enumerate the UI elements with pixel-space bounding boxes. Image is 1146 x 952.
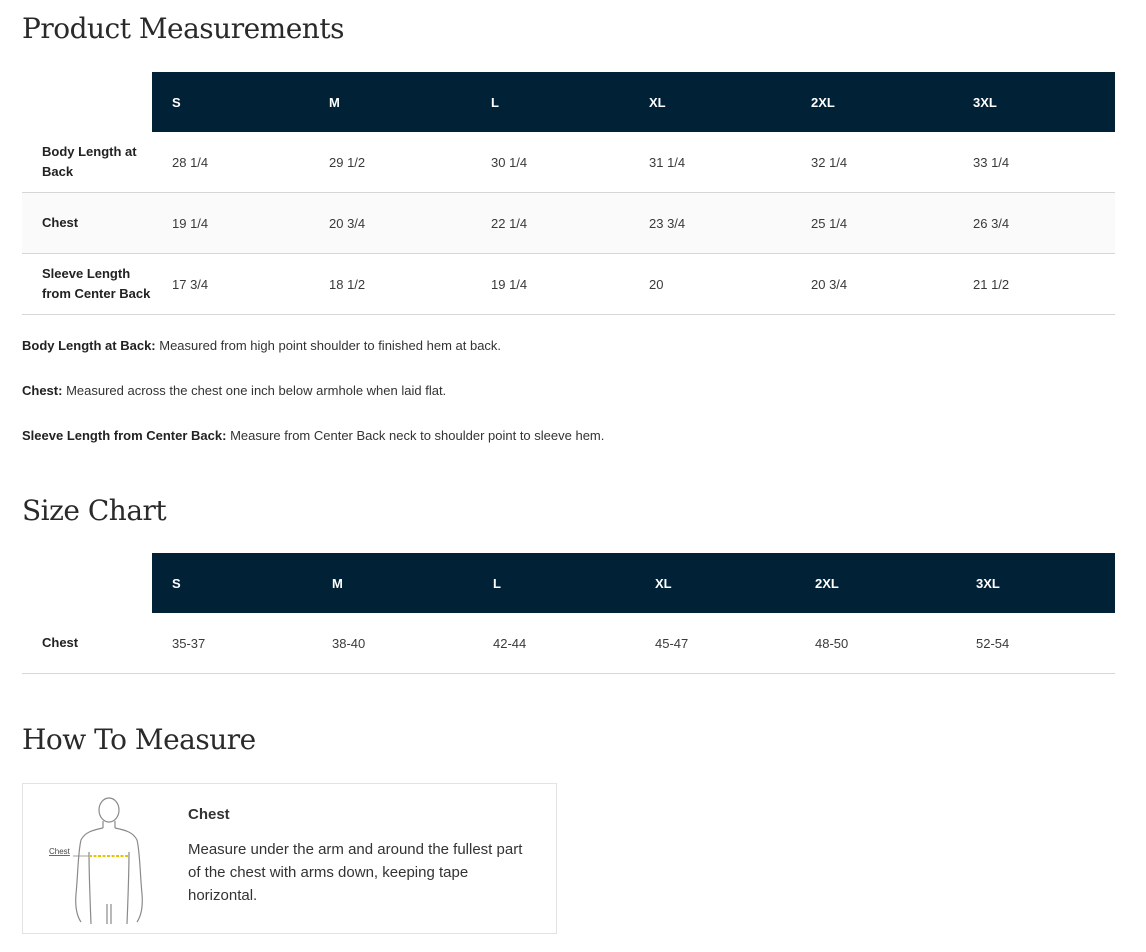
note-term: Chest:	[22, 383, 63, 398]
table-cell: 23 3/4	[629, 193, 791, 254]
table-cell: 29 1/2	[309, 132, 471, 193]
figure-label: Chest	[49, 847, 70, 856]
note-text: Measure from Center Back neck to shoulder point to sleeve hem.	[226, 428, 605, 443]
size-header: M	[309, 72, 471, 132]
note-text: Measured from high point shoulder to finished hem at back.	[155, 338, 502, 353]
row-label: Chest	[22, 613, 152, 674]
table-cell: 42-44	[473, 613, 635, 674]
table-header-row	[22, 553, 1115, 613]
table-cell: 45-47	[635, 613, 795, 674]
header-corner	[22, 553, 152, 613]
table-row	[22, 132, 1115, 193]
size-header: L	[471, 72, 629, 132]
table-cell: 25 1/4	[791, 193, 953, 254]
table-row	[22, 193, 1115, 254]
table-cell: 28 1/4	[152, 132, 309, 193]
size-header: 2XL	[795, 553, 956, 613]
size-header: XL	[629, 72, 791, 132]
row-label: Sleeve Length from Center Back	[22, 254, 152, 315]
table-cell: 38-40	[312, 613, 473, 674]
note-chest	[22, 383, 604, 399]
note-body-length	[22, 338, 604, 354]
measure-card-chest	[22, 783, 557, 934]
size-header: L	[473, 553, 635, 613]
note-sleeve-length	[22, 428, 604, 444]
table-cell: 19 1/4	[152, 193, 309, 254]
table-header-row	[22, 72, 1115, 132]
table-cell: 26 3/4	[953, 193, 1115, 254]
table-cell: 31 1/4	[629, 132, 791, 193]
table-cell: 20 3/4	[309, 193, 471, 254]
table-cell: 19 1/4	[471, 254, 629, 315]
size-header: S	[152, 72, 309, 132]
table-cell: 20	[629, 254, 791, 315]
size-header: XL	[635, 553, 795, 613]
size-header: 3XL	[953, 72, 1115, 132]
card-title: Chest	[188, 806, 230, 823]
row-label: Body Length at Back	[22, 132, 152, 193]
how-to-measure-title: How To Measure	[22, 723, 256, 756]
table-cell: 30 1/4	[471, 132, 629, 193]
table-cell: 18 1/2	[309, 254, 471, 315]
header-corner	[22, 72, 152, 132]
table-row	[22, 613, 1115, 674]
size-chart-title: Size Chart	[22, 494, 167, 527]
table-cell: 48-50	[795, 613, 956, 674]
body-outline-icon	[45, 794, 145, 926]
measurement-notes	[22, 338, 604, 473]
table-cell: 21 1/2	[953, 254, 1115, 315]
product-measurements-table	[22, 72, 1115, 315]
size-header: 3XL	[956, 553, 1115, 613]
note-text: Measured across the chest one inch below armhole when laid flat.	[62, 383, 447, 398]
table-cell: 52-54	[956, 613, 1115, 674]
table-cell: 20 3/4	[791, 254, 953, 315]
table-row	[22, 254, 1115, 315]
note-term: Sleeve Length from Center Back:	[22, 428, 227, 443]
size-header: 2XL	[791, 72, 953, 132]
table-cell: 17 3/4	[152, 254, 309, 315]
card-description: Measure under the arm and around the fullest part of the chest with arms down, keeping tape horizontal.	[188, 841, 523, 904]
table-cell: 33 1/4	[953, 132, 1115, 193]
size-header: S	[152, 553, 312, 613]
table-cell: 35-37	[152, 613, 312, 674]
row-label: Chest	[22, 193, 152, 254]
table-cell: 22 1/4	[471, 193, 629, 254]
size-chart-table	[22, 553, 1115, 674]
table-cell: 32 1/4	[791, 132, 953, 193]
product-measurements-title: Product Measurements	[22, 12, 344, 45]
note-term: Body Length at Back:	[22, 338, 156, 353]
size-header: M	[312, 553, 473, 613]
